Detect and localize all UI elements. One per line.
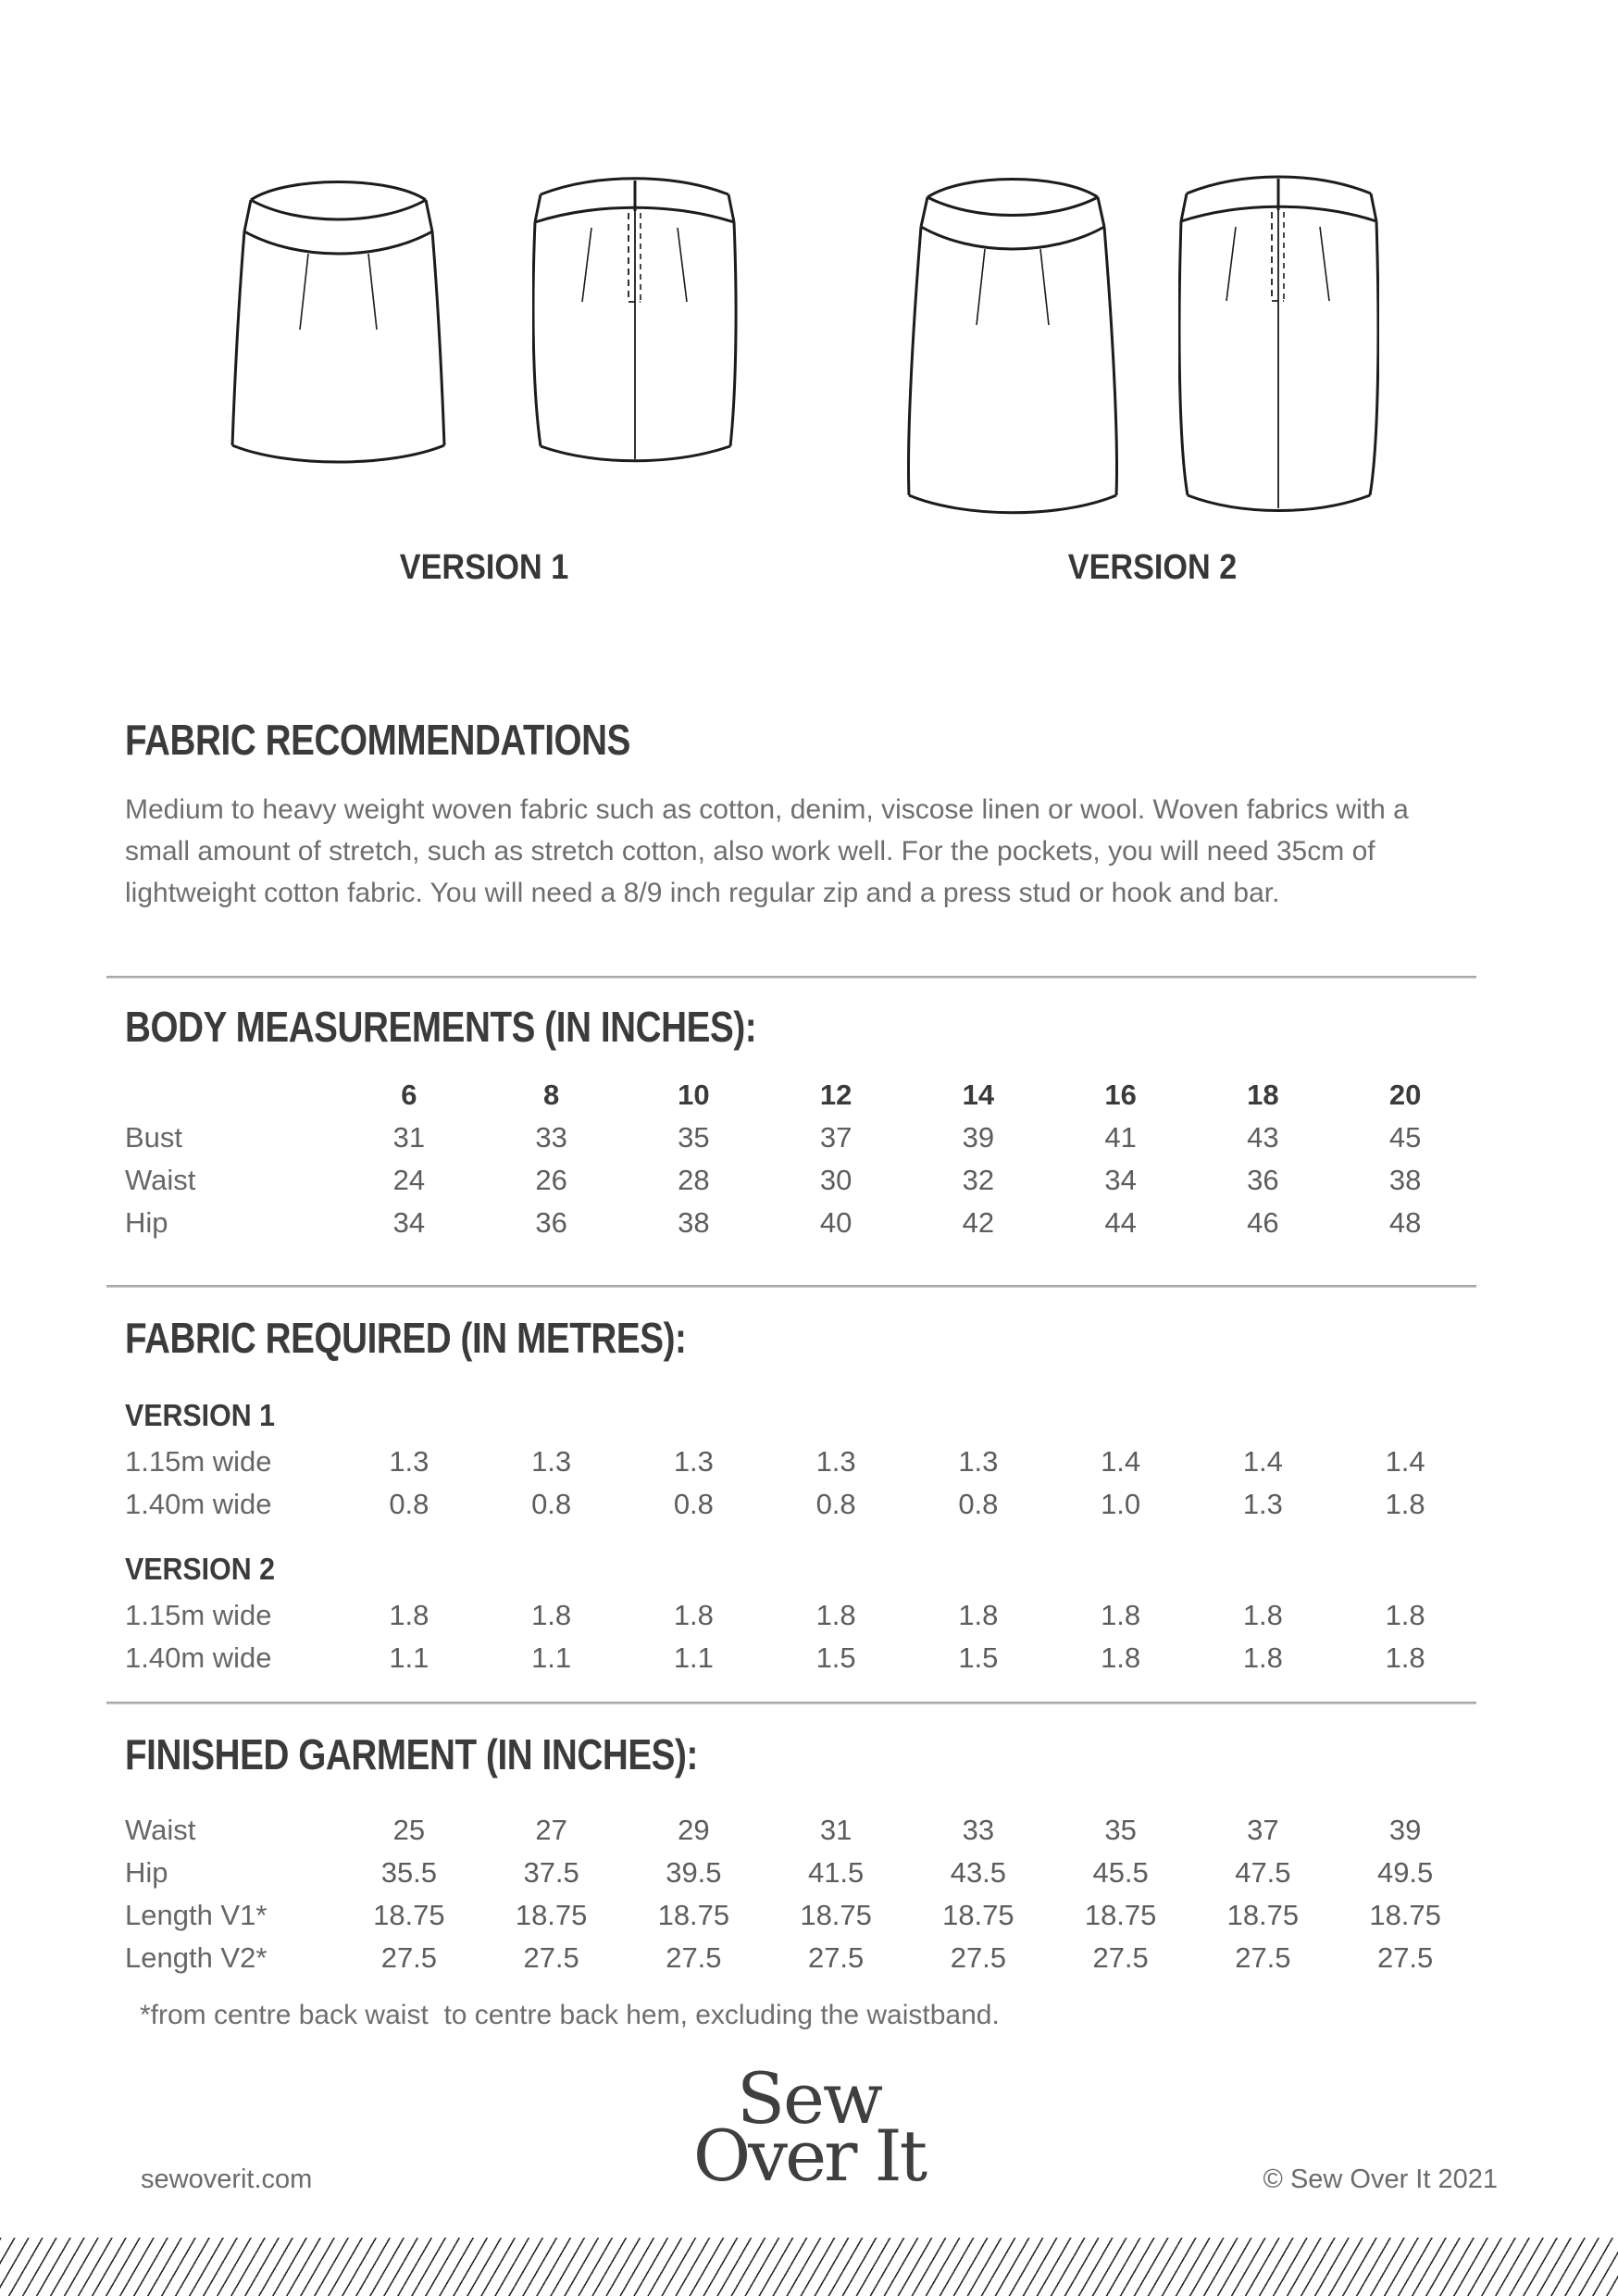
- table-cell: 27.5: [807, 1941, 865, 1974]
- table-row: [125, 1894, 1476, 1937]
- size-header: 6: [401, 1079, 417, 1111]
- table-cell: 49.5: [1376, 1856, 1434, 1889]
- version2-label: VERSION 2: [1067, 548, 1238, 587]
- table-cell: 1.4: [1101, 1445, 1141, 1478]
- table-cell: 31: [392, 1121, 426, 1154]
- table-cell: 18.75: [1084, 1899, 1157, 1931]
- table-cell: 25: [392, 1814, 426, 1846]
- body-measurements-section: [125, 1002, 1476, 1244]
- fabric-recommendations-section: [125, 715, 1476, 914]
- size-header: 16: [1104, 1079, 1137, 1111]
- table-cell: 24: [392, 1164, 426, 1196]
- table-cell: 27.5: [1376, 1941, 1434, 1974]
- table-cell: 1.8: [673, 1599, 714, 1631]
- size-header: 8: [543, 1079, 560, 1111]
- table-cell: 0.8: [389, 1488, 429, 1520]
- row-label: 1.15m wide: [125, 1599, 272, 1631]
- logo-line2: Over It: [692, 2115, 926, 2198]
- table-cell: 42: [962, 1206, 995, 1239]
- finished-garment-footnote: *from centre back waist to centre back hem, excluding the waistband.: [140, 2000, 1000, 2030]
- table-cell: 47.5: [1235, 1856, 1291, 1889]
- row-label: Hip: [125, 1206, 168, 1239]
- table-row: [125, 1202, 1476, 1244]
- row-label: Length V1*: [125, 1899, 268, 1931]
- table-cell: 34: [392, 1206, 426, 1239]
- fabric-required-section: [125, 1313, 1476, 1679]
- table-cell: 18.75: [515, 1899, 588, 1931]
- table-cell: 31: [819, 1814, 853, 1846]
- fabric-required-version2-table: [125, 1594, 1476, 1679]
- table-cell: 30: [819, 1164, 853, 1196]
- table-cell: 37: [1247, 1814, 1279, 1846]
- table-cell: 39.5: [666, 1856, 722, 1889]
- table-cell: 27.5: [1235, 1941, 1291, 1974]
- website-url: sewoverit.com: [141, 2165, 313, 2194]
- table-row: [125, 1637, 1476, 1679]
- table-row: [125, 1594, 1476, 1637]
- table-cell: 43.5: [950, 1856, 1007, 1889]
- row-label: Hip: [125, 1856, 168, 1889]
- table-cell: 43: [1247, 1121, 1279, 1154]
- body-measurements-table: [125, 1074, 1476, 1244]
- version2-back-skirt-drawing: [1178, 169, 1379, 518]
- finished-garment-section: [125, 1729, 1476, 2031]
- version2-front-skirt-drawing: [905, 169, 1120, 518]
- table-cell: 35: [1104, 1814, 1137, 1846]
- table-cell: 44: [1104, 1206, 1137, 1239]
- table-cell: 1.4: [1385, 1445, 1425, 1478]
- size-header: 18: [1247, 1079, 1279, 1111]
- table-cell: 1.1: [389, 1641, 429, 1674]
- finished-garment-title: FINISHED GARMENT (IN INCHES):: [125, 1730, 698, 1778]
- copyright-text: © Sew Over It 2021: [1263, 2165, 1498, 2194]
- table-cell: 1.8: [1385, 1599, 1425, 1631]
- table-cell: 26: [535, 1164, 567, 1196]
- table-cell: 18.75: [657, 1899, 730, 1931]
- table-cell: 38: [1388, 1164, 1422, 1196]
- table-cell: 36: [1247, 1164, 1279, 1196]
- table-cell: 36: [535, 1206, 567, 1239]
- table-row: [125, 1937, 1476, 1979]
- fabric-required-version1-label: VERSION 1: [125, 1398, 275, 1432]
- version1-label: VERSION 1: [399, 548, 569, 587]
- table-row: [125, 1159, 1476, 1202]
- table-cell: 1.1: [673, 1641, 714, 1674]
- table-cell: 45.5: [1092, 1856, 1149, 1889]
- table-cell: 1.4: [1242, 1445, 1283, 1478]
- table-cell: 27.5: [523, 1941, 579, 1974]
- table-cell: 1.8: [1242, 1599, 1283, 1631]
- table-cell: 1.3: [815, 1445, 856, 1478]
- size-header: 14: [962, 1079, 995, 1111]
- section-divider: [106, 976, 1476, 979]
- table-cell: 18.75: [373, 1899, 445, 1931]
- table-cell: 18.75: [1226, 1899, 1300, 1931]
- table-cell: 18.75: [800, 1899, 872, 1931]
- table-cell: 1.8: [815, 1599, 856, 1631]
- table-cell: 1.8: [531, 1599, 572, 1631]
- table-cell: 28: [678, 1164, 710, 1196]
- table-row: [125, 1852, 1476, 1894]
- row-label: 1.40m wide: [125, 1488, 272, 1520]
- row-label: Bust: [125, 1121, 183, 1154]
- section-divider: [106, 1702, 1476, 1704]
- table-cell: 33: [962, 1814, 995, 1846]
- table-cell: 37.5: [523, 1856, 579, 1889]
- table-row: [125, 1441, 1476, 1483]
- table-cell: 27.5: [380, 1941, 438, 1974]
- fabric-recommendations-title: FABRIC RECOMMENDATIONS: [125, 716, 631, 764]
- table-cell: 1.3: [531, 1445, 572, 1478]
- row-label: Length V2*: [125, 1941, 268, 1974]
- table-cell: 1.8: [1242, 1641, 1283, 1674]
- fabric-required-version1-table: [125, 1441, 1476, 1526]
- table-cell: 27: [535, 1814, 567, 1846]
- version1-back-skirt-drawing: [532, 172, 739, 468]
- table-cell: 0.8: [958, 1488, 999, 1520]
- table-cell: 1.0: [1101, 1488, 1141, 1520]
- fabric-required-version2-label: VERSION 2: [125, 1552, 275, 1586]
- table-cell: 39: [1388, 1814, 1422, 1846]
- fabric-recommendations-body: Medium to heavy weight woven fabric such as cotton, denim, viscose linen or wool. Woven fabrics with a small amount of stretch, such as stretch cotton, also work well. For the pockets, you will need 35cm of lightweight cotton fabric. You will need a 8/9 inch regular zip and a press stud or hook and bar.: [125, 794, 1409, 908]
- row-label: Waist: [125, 1164, 196, 1196]
- size-header: 12: [819, 1079, 853, 1111]
- table-cell: 1.8: [958, 1599, 999, 1631]
- table-cell: 29: [678, 1814, 710, 1846]
- logo-line1: Sew: [736, 2057, 882, 2140]
- table-cell: 33: [535, 1121, 567, 1154]
- row-label: 1.40m wide: [125, 1641, 272, 1674]
- sew-over-it-logo: [679, 2057, 939, 2198]
- size-header: 20: [1388, 1079, 1422, 1111]
- table-cell: 27.5: [666, 1941, 722, 1974]
- table-cell: 45: [1388, 1121, 1422, 1154]
- table-cell: 1.8: [1385, 1488, 1425, 1520]
- table-cell: 38: [678, 1206, 710, 1239]
- table-cell: 35: [678, 1121, 710, 1154]
- table-cell: 37: [819, 1121, 853, 1154]
- table-cell: 35.5: [380, 1856, 438, 1889]
- table-row: [125, 1117, 1476, 1159]
- table-cell: 0.8: [673, 1488, 714, 1520]
- fabric-required-title: FABRIC REQUIRED (IN METRES):: [125, 1314, 687, 1362]
- table-cell: 0.8: [815, 1488, 856, 1520]
- table-cell: 40: [819, 1206, 853, 1239]
- table-cell: 1.1: [531, 1641, 572, 1674]
- table-cell: 18.75: [1369, 1899, 1441, 1931]
- finished-garment-table: [125, 1809, 1476, 1979]
- table-cell: 1.8: [1385, 1641, 1425, 1674]
- table-cell: 1.5: [815, 1641, 856, 1674]
- table-cell: 27.5: [950, 1941, 1007, 1974]
- table-cell: 48: [1388, 1206, 1422, 1239]
- table-cell: 1.3: [389, 1445, 429, 1478]
- table-cell: 1.3: [673, 1445, 714, 1478]
- row-label: Waist: [125, 1814, 196, 1846]
- table-cell: 1.8: [1101, 1641, 1141, 1674]
- table-row: [125, 1483, 1476, 1526]
- table-cell: 41.5: [807, 1856, 865, 1889]
- table-cell: 41: [1104, 1121, 1137, 1154]
- table-cell: 1.5: [958, 1641, 999, 1674]
- table-cell: 1.8: [389, 1599, 429, 1631]
- table-cell: 18.75: [942, 1899, 1014, 1931]
- table-cell: 46: [1247, 1206, 1279, 1239]
- table-cell: 1.3: [1242, 1488, 1283, 1520]
- size-header: 10: [678, 1079, 710, 1111]
- table-cell: 34: [1104, 1164, 1137, 1196]
- table-cell: 1.3: [958, 1445, 999, 1478]
- table-cell: 32: [962, 1164, 995, 1196]
- body-measurements-title: BODY MEASUREMENTS (IN INCHES):: [125, 1003, 757, 1051]
- bottom-hatch-border: [0, 2238, 1618, 2296]
- table-cell: 27.5: [1092, 1941, 1149, 1974]
- version1-front-skirt-drawing: [230, 172, 446, 468]
- table-cell: 1.8: [1101, 1599, 1141, 1631]
- row-label: 1.15m wide: [125, 1445, 272, 1478]
- size-header-row: [125, 1074, 1476, 1117]
- table-cell: 0.8: [531, 1488, 572, 1520]
- table-row: [125, 1809, 1476, 1852]
- table-cell: 39: [962, 1121, 995, 1154]
- section-divider: [106, 1285, 1476, 1288]
